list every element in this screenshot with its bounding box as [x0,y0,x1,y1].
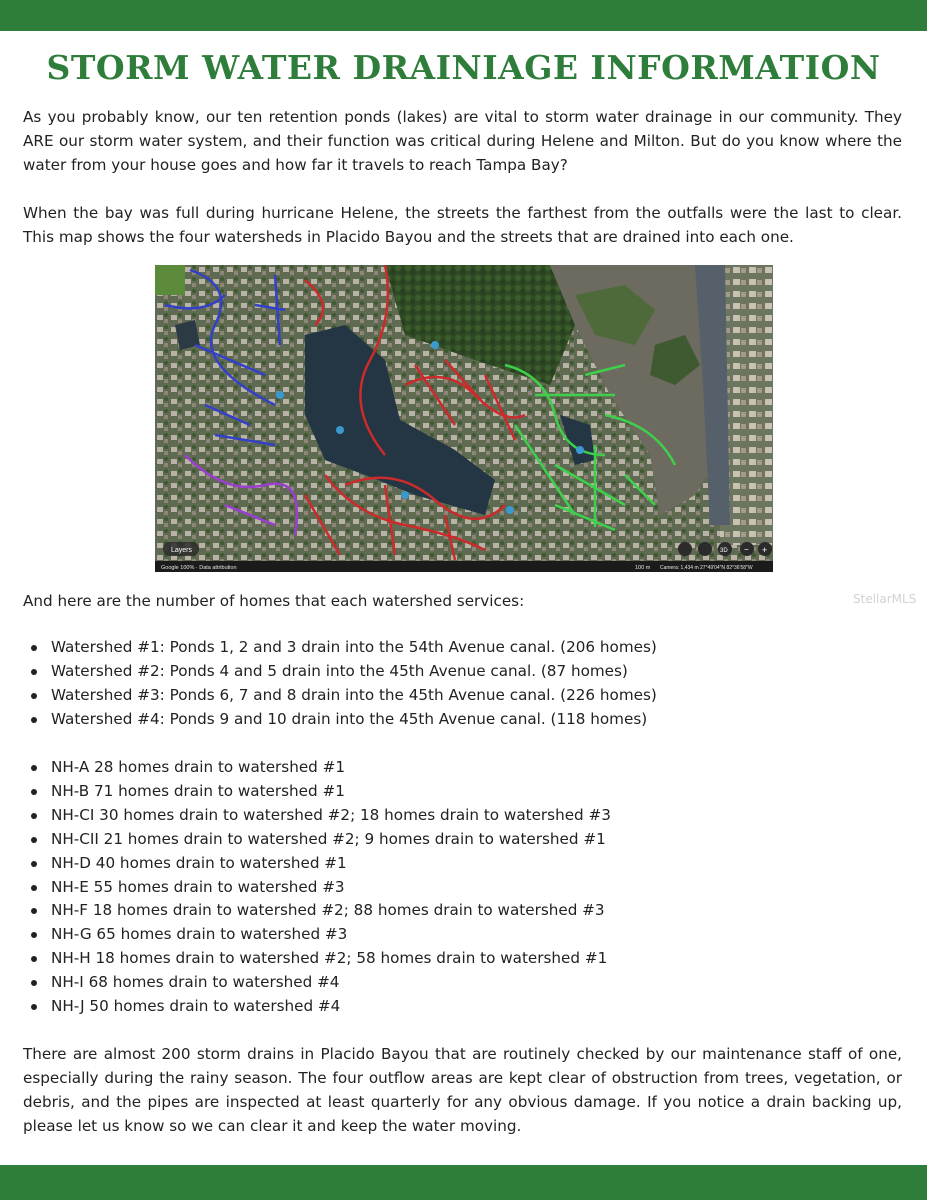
neighborhood-item-text: NH-E 55 homes drain to watershed #3 [51,877,345,896]
watershed-item-text: Watershed #2: Ponds 4 and 5 drain into the 45th Avenue canal. (87 homes) [51,661,628,680]
neighborhood-item-text: NH-D 40 homes drain to watershed #1 [51,853,347,872]
neighborhood-item [29,780,611,804]
neighborhood-item [29,995,611,1019]
bullet-icon [31,932,37,938]
homes-intro-text: And here are the number of homes that each watershed services: [23,592,525,610]
bullet-icon [31,837,37,843]
neighborhood-item [29,828,611,852]
neighborhood-item [29,852,611,876]
neighborhood-item-text: NH-A 28 homes drain to watershed #1 [51,758,346,776]
closing-paragraph: There are almost 200 storm drains in Placido Bayou that are routinely checked by our maintenance staff of one, especially during the rainy season. The four outflow areas are kept clear of obstruction from trees, vegetation, or debris, and the pipes are inspected at least quarterly for any obvious damage. If you notice a drain backing up, please let us know so we can clear it and keep the water moving. [23,1045,902,1135]
bullet-icon [31,861,37,867]
neighborhood-item [29,876,611,900]
bottom-green-band [0,1165,927,1200]
neighborhood-item [29,756,611,780]
neighborhood-item-text: NH-G 65 homes drain to watershed #3 [51,925,348,944]
watershed-item [29,636,657,660]
bullet-icon [31,956,37,962]
bullet-icon [31,693,37,699]
watershed-list [29,636,657,732]
bullet-icon [31,908,37,914]
neighborhood-item [29,923,611,947]
watermark: StellarMLS [853,592,917,606]
neighborhood-item-text: NH-F 18 homes drain to watershed #2; 88 homes drain to watershed #3 [51,901,605,920]
watershed-item-text: Watershed #3: Ponds 6, 7 and 8 drain into the 45th Avenue canal. (226 homes) [51,685,657,704]
watershed-item [29,684,657,708]
neighborhood-item-text: NH-I 68 homes drain to watershed #4 [51,973,340,992]
neighborhood-item [29,947,611,971]
neighborhood-item-text: NH-J 50 homes drain to watershed #4 [51,997,341,1016]
top-green-band [0,0,927,31]
intro-paragraph: As you probably know, our ten retention ponds (lakes) are vital to storm water drainage in our community. They ARE our storm water system, and their function was critical during Helene and Milton. But do you know where the water from your house goes and how far it travels to reach Tampa Bay? [23,108,902,174]
watershed-item [29,708,657,732]
map-layers-label: Layers [171,547,193,554]
watershed-item [29,660,657,684]
map-coordinates: Camera: 1,434 m 27°49'04"N 82°36'58"W [660,565,753,571]
neighborhood-item-text: NH-CII 21 homes drain to watershed #2; 9 homes drain to watershed #1 [51,829,606,848]
page-title: STORM WATER DRAINIAGE INFORMATION [46,48,881,87]
bullet-icon [31,789,37,795]
bullet-icon [31,669,37,675]
watershed-item-text: Watershed #1: Ponds 1, 2 and 3 drain into the 54th Avenue canal. (206 homes) [51,638,657,656]
neighborhood-item-text: NH-CI 30 homes drain to watershed #2; 18 homes drain to watershed #3 [51,805,611,824]
map-attribution: Google 100% · Data attribution [161,565,237,571]
bullet-icon [31,885,37,891]
neighborhood-item-text: NH-B 71 homes drain to watershed #1 [51,781,345,800]
watershed-item-text: Watershed #4: Ponds 9 and 10 drain into the 45th Avenue canal. (118 homes) [51,709,648,728]
map-3d-label: 3D [720,548,728,554]
neighborhood-item [29,804,611,828]
bullet-icon [31,717,37,723]
neighborhood-item [29,971,611,995]
map-scale-label: 100 m [635,565,651,571]
bullet-icon [31,765,37,771]
bullet-icon [31,813,37,819]
map-zoom-minus: − [744,545,749,554]
bullet-icon [31,645,37,651]
neighborhood-item [29,899,611,923]
map-description-paragraph: When the bay was full during hurricane Helene, the streets the farthest from the outfalls were the last to clear. This map shows the four watersheds in Placido Bayou and the streets that are drained into each one. [23,204,902,246]
bullet-icon [31,1004,37,1010]
neighborhood-list [29,756,611,1019]
neighborhood-item-text: NH-H 18 homes drain to watershed #2; 58 homes drain to watershed #1 [51,949,608,968]
watershed-satellite-map [155,265,773,572]
map-zoom-plus: + [762,545,768,555]
bullet-icon [31,980,37,986]
